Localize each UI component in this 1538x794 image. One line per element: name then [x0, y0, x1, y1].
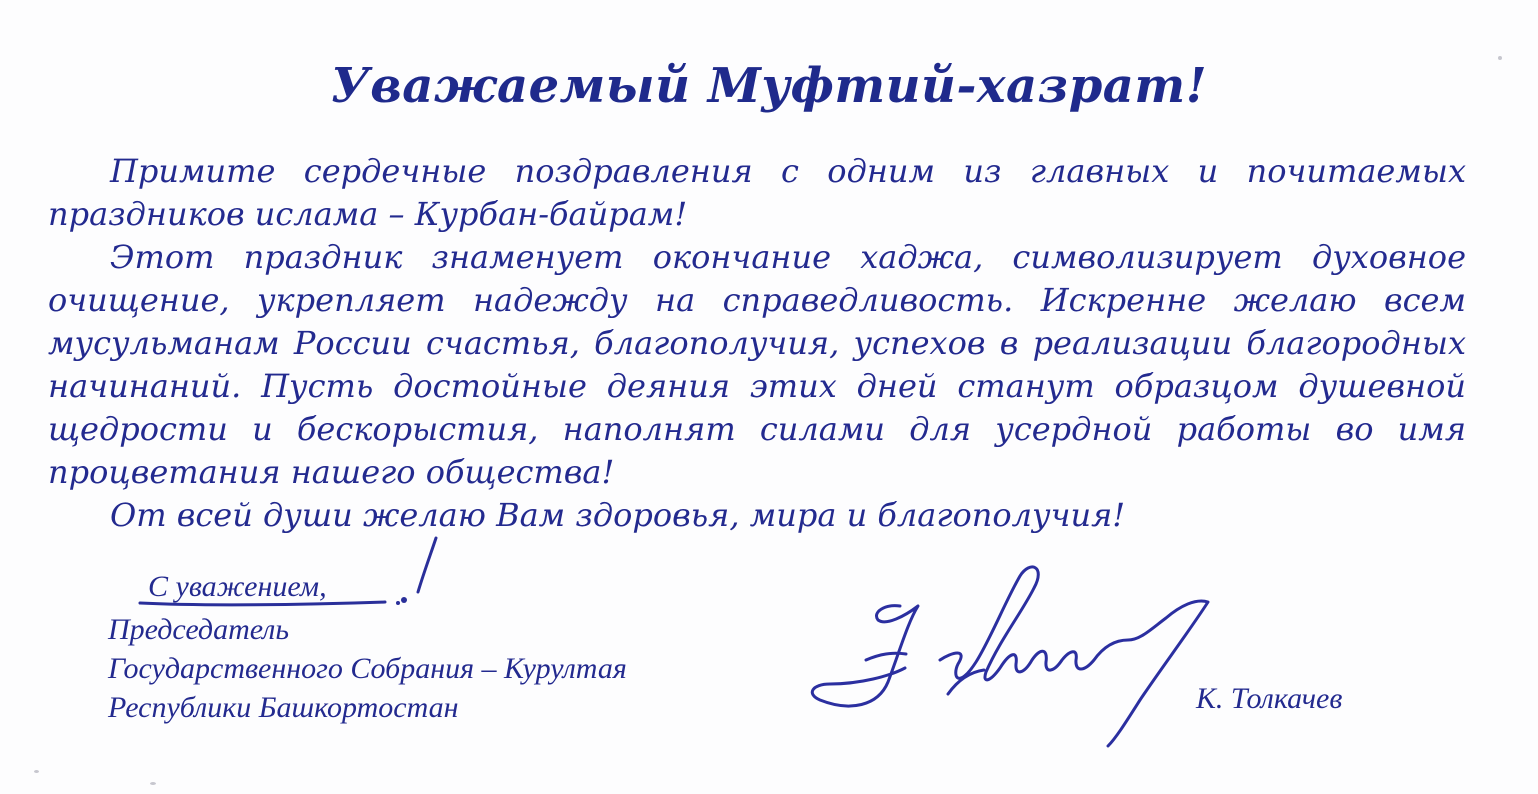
signer-title-line: Государственного Собрания – Курултая	[108, 652, 627, 685]
regards-underline	[140, 602, 385, 605]
pen-dot-mark	[396, 601, 400, 605]
greeting-paragraph: Примите сердечные поздравления с одним из главных и почитаемых праздников ислама – Курбан-байрам!	[48, 152, 1466, 233]
signature-image	[812, 567, 1208, 746]
regards-line: С уважением,	[148, 570, 327, 603]
paper-speck	[1498, 56, 1502, 60]
signer-title-line: Республики Башкортостан	[108, 691, 459, 724]
pen-dot-mark	[401, 597, 407, 603]
wishes-paragraph: Этот праздник знаменует окончание хаджа, символизирует духовное очищение, укрепляет надежду на справедливость. Искренне желаю всем мусульманам России счастья, благополучия, успехов в реализации благородных начинаний. Пусть достойные деяния этих дней станут образцом душевной щедрости и бескорыстия, наполнят силами для усердной работы во имя процветания нашего общества!	[48, 238, 1466, 491]
signer-title-line: Председатель	[108, 613, 290, 646]
signer-name: К. Толкачев	[1196, 682, 1343, 715]
salutation-heading: Уважаемый Муфтий-хазрат!	[330, 58, 1208, 114]
paper-speck	[150, 782, 156, 785]
pen-tick-mark	[418, 538, 436, 592]
paper-speck	[34, 770, 39, 773]
closing-wish: От всей души желаю Вам здоровья, мира и благополучия!	[110, 496, 1126, 534]
